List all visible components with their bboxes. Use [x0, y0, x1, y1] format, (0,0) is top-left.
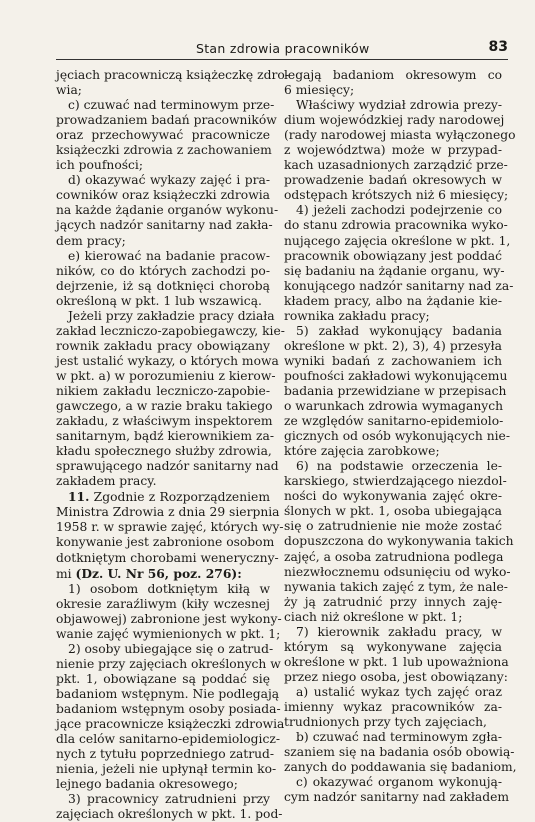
- text-line: okresie zaraźliwym (kiły wczesnej: [56, 596, 270, 611]
- text-line: cym nadzór sanitarny nad zakładem: [284, 790, 510, 805]
- text-line: lejnego badania okresowego;: [56, 777, 238, 792]
- text-line: jest ustalić wykazy, o których mowa: [56, 353, 279, 368]
- text-line: książeczki zdrowia z zachowaniem: [56, 143, 272, 158]
- text-line: prowadzaniem badań pracowników: [56, 113, 277, 128]
- text-line: zakład leczniczo-zapobiegawczy, kie-: [56, 323, 285, 338]
- text-line: 1) osobom dotkniętym kiłą w: [68, 581, 270, 596]
- text-line: pkt. 1, obowiązane są poddać się: [56, 671, 270, 686]
- text-line: 7) kierownik zakładu pracy, w: [296, 624, 502, 639]
- text-line: niezwłocznemu odsunięciu od wyko-: [284, 564, 511, 579]
- text-line: Właściwy wydział zdrowia prezy-: [296, 98, 502, 113]
- text-line: zakładu, z właściwym inspektorem: [56, 414, 273, 429]
- text-line: c) okazywać organom wykonują-: [296, 775, 502, 790]
- text-line: 4) jeżeli zachodzi podejrzenie co: [296, 203, 502, 218]
- text-line: konującego nadzór sanitarny nad za-: [284, 278, 514, 293]
- text-line: badaniom wstępnym. Nie podlegają: [56, 686, 280, 701]
- text-line: b) czuwać nad terminowym zgła-: [296, 730, 502, 745]
- text-line: do stanu zdrowia pracownika wyko-: [284, 218, 508, 233]
- text-line: kach uzasadnionych zarządzić prze-: [284, 158, 508, 173]
- text-line: nienia, jeżeli nie upłynął termin ko-: [56, 762, 277, 777]
- section-number: 11.: [68, 489, 90, 505]
- text-line: zakładem pracy.: [56, 474, 157, 489]
- text-line: a) ustalić wykaz tych zajęć oraz: [296, 684, 502, 699]
- text-line: zajęciach określonych w pkt. 1. pod-: [56, 807, 283, 822]
- text-line: dejrzenie, iż są dotknięci chorobą: [56, 278, 270, 293]
- text-line: dotkniętym chorobami weneryczny-: [56, 550, 279, 565]
- text-line: kładu społecznego służby zdrowia,: [56, 444, 272, 459]
- text-line: d) okazywać wykazy zajęć i pra-: [68, 173, 270, 188]
- text-line: legają badaniom okresowym co: [284, 68, 502, 82]
- text-line: dem pracy;: [56, 233, 126, 248]
- text-line: nywania takich zajęć z tym, że nale-: [284, 579, 508, 594]
- text-line: nych z tytułu poprzedniego zatrud-: [56, 747, 275, 762]
- running-title: Stan zdrowia pracowników: [196, 41, 370, 56]
- text-line: nienie przy zajęciach określonych w: [56, 656, 281, 671]
- text-line: o warunkach zdrowia wymaganych: [284, 399, 504, 414]
- text-line: w pkt. a) w porozumieniu z kierow-: [56, 368, 276, 383]
- text-line: rownika zakładu pracy;: [284, 308, 430, 323]
- text-line: nikiem zakładu leczniczo-zapobie-: [56, 383, 270, 398]
- text-line: gawczego, a w razie braku takiego: [56, 399, 273, 414]
- text-line: poufności zakładowi wykonującemu: [284, 368, 508, 383]
- text-line: szaniem się na badania osób obowią-: [284, 745, 515, 760]
- text-line: które zajęcia zarobkowe;: [284, 444, 440, 459]
- text-line: dium wojewódzkiej rady narodowej: [284, 113, 505, 128]
- text-line: nującego zajęcia określone w pkt. 1,: [284, 233, 511, 248]
- text-line: 11. Zgodnie z Rozporządzeniem: [68, 489, 270, 505]
- text-line: c) czuwać nad terminowym prze-: [68, 98, 275, 113]
- text-line: ich poufności;: [56, 158, 143, 173]
- text-line: prowadzenie badań okresowych w: [284, 173, 502, 188]
- text-line: wyniki badań z zachowaniem ich: [284, 353, 502, 368]
- text-line: się badaniu na żądanie organu, wy-: [284, 263, 505, 278]
- text-line: sprawującego nadzór sanitarny nad: [56, 459, 279, 474]
- text-line: dopuszczona do wykonywania takich: [284, 534, 514, 549]
- text-line: sanitarnym, bądź kierownikiem za-: [56, 429, 274, 444]
- text-line: 6 miesięcy;: [284, 83, 355, 98]
- page-number: 83: [488, 39, 508, 55]
- text-line: Jeżeli przy zakładzie pracy działa: [68, 308, 275, 323]
- text-line: gicznych od osób wykonujących nie-: [284, 429, 510, 444]
- text-line: na każde żądanie organów wykonu-: [56, 203, 279, 218]
- text-line: z województwa) może w przypad-: [284, 143, 502, 158]
- text-line: ze względów sanitarno-epidemiolo-: [284, 414, 504, 429]
- text-line: pracownik obowiązany jest poddać: [284, 248, 502, 263]
- text-line: badaniom wstępnym osoby posiada-: [56, 701, 281, 716]
- text-line: karskiego, stwierdzającego niezdol-: [284, 474, 507, 489]
- text-line: ży ją zatrudnić przy innych zaję-: [284, 594, 502, 609]
- text-line: konywanie jest zabronione osobom: [56, 535, 275, 550]
- text-line: się o zatrudnienie nie może zostać: [284, 519, 502, 534]
- text-line: 1958 r. w sprawie zajęć, których wy-: [56, 520, 284, 535]
- page-header: [56, 39, 508, 60]
- text-line: ciach niż określone w pkt. 1;: [284, 609, 463, 624]
- text-line: 2) osoby ubiegające się o zatrud-: [68, 641, 274, 656]
- text-line: dla celów sanitarno-epidemiologicz-: [56, 732, 280, 747]
- text-line: 6) na podstawie orzeczenia le-: [296, 459, 502, 474]
- legal-citation: (Dz. U. Nr 56, poz. 276):: [75, 565, 242, 581]
- text-line: którym są wykonywane zajęcia: [284, 639, 502, 654]
- text-line: trudnionych przy tych zajęciach,: [284, 715, 487, 730]
- text-line: e) kierować na badanie pracow-: [68, 248, 270, 263]
- text-line: imienny wykaz pracowników za-: [284, 699, 502, 714]
- right-text-column: [284, 68, 517, 805]
- text-line: (rady narodowej miasta wyłączonego: [284, 128, 516, 143]
- text-line: jące pracownicze książeczki zdrowia: [56, 717, 285, 732]
- text-line: mi (Dz. U. Nr 56, poz. 276):: [56, 565, 242, 581]
- text-line: 3) pracownicy zatrudnieni przy: [68, 792, 270, 807]
- text-line: przez niego osoba, jest obowiązany:: [284, 669, 508, 684]
- text-line: zajęć, a osoba zatrudniona podlega: [284, 549, 504, 564]
- text-line: jących nadzór sanitarny nad zakła-: [56, 218, 273, 233]
- text-line: odstępach krótszych niż 6 miesięcy;: [284, 188, 509, 203]
- left-text-column: [56, 68, 289, 822]
- text-line: określone w pkt. 1 lub upoważniona: [284, 654, 509, 669]
- text-line: 5) zakład wykonujący badania: [296, 323, 502, 338]
- text-line: cowników oraz książeczki zdrowia: [56, 188, 270, 203]
- text-line: rownik zakładu pracy obowiązany: [56, 338, 270, 353]
- text-line: jęciach pracowniczą książeczkę zdro-: [56, 68, 289, 82]
- text-line: oraz przechowywać pracownicze: [56, 128, 270, 143]
- text-line: ności do wykonywania zajęć okre-: [284, 489, 502, 504]
- text-line: określone w pkt. 2), 3), 4) przesyła: [284, 338, 502, 353]
- text-line: objawowej) zabronione jest wykony-: [56, 611, 282, 626]
- text-line: zanych do poddawania się badaniom,: [284, 760, 517, 775]
- text-line: wia;: [56, 83, 82, 98]
- text-line: ników, co do których zachodzi po-: [56, 263, 270, 278]
- text-line: badania przewidziane w przepisach: [284, 383, 507, 398]
- text-line: Ministra Zdrowia z dnia 29 sierpnia: [56, 505, 280, 520]
- text-line: wanie zajęć wymienionych w pkt. 1;: [56, 626, 281, 641]
- text-line: określoną w pkt. 1 lub wszawicą.: [56, 293, 262, 308]
- text-line: ślonych w pkt. 1, osoba ubiegająca: [284, 504, 502, 519]
- text-line: kładem pracy, albo na żądanie kie-: [284, 293, 502, 308]
